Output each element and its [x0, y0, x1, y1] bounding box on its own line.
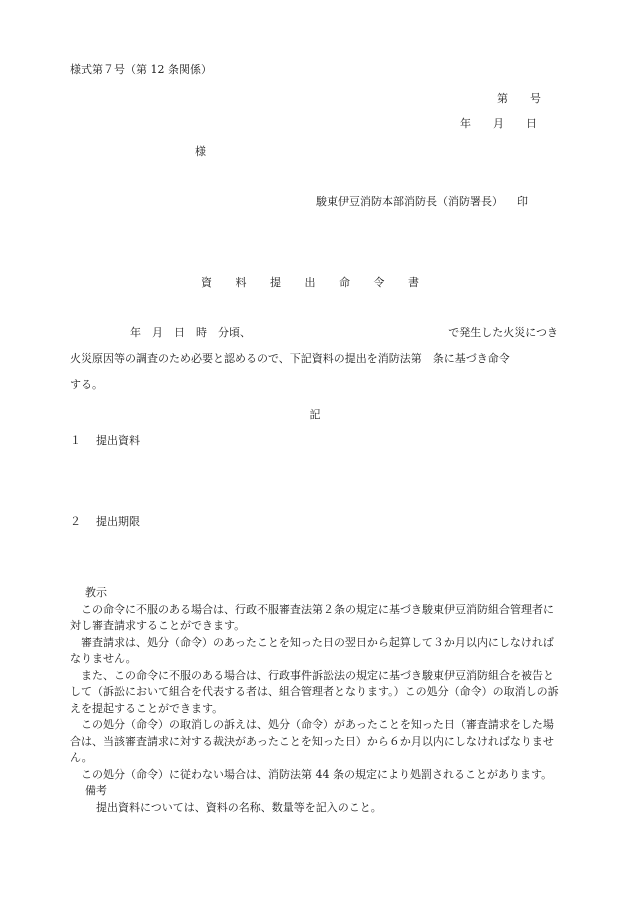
- item-label: 提出期限: [96, 515, 140, 528]
- seal-mark: 印: [517, 195, 528, 208]
- issuer-line: [316, 193, 528, 209]
- document-title: 資 料 提 出 命 令 書: [201, 276, 429, 289]
- instruction-heading: 教示: [85, 586, 107, 599]
- issuer-name: 駿東伊豆消防本部消防長（消防署長）: [316, 195, 503, 208]
- order-line-3: する。: [70, 378, 103, 391]
- form-label: 様式第７号（第 12 条関係）: [70, 63, 212, 76]
- ki-heading: 記: [309, 408, 321, 421]
- item-number: １: [70, 434, 81, 447]
- order-line-1: [70, 320, 558, 346]
- item-materials: [70, 432, 140, 448]
- instruction-paragraph: この処分（命令）に従わない場合は、消防法第 44 条の規定により処罰されることがあります。: [81, 767, 553, 781]
- item-number: ２: [70, 515, 81, 528]
- addressee: 様: [195, 145, 206, 158]
- order-line-2: 火災原因等の調査のため必要と認めるので、下記資料の提出を消防法第 条に基づき命令: [70, 352, 510, 365]
- document-number-line: 第 号: [497, 92, 541, 105]
- incident-datetime: 年 月 日 時 分頃、: [130, 326, 251, 339]
- instruction-section: [70, 585, 560, 816]
- instruction-paragraph: この命令に不服のある場合は、行政不服審査法第２条の規定に基づき駿東伊豆消防組合管理者に対し審査請求することができます。: [70, 602, 554, 632]
- remarks-text: 提出資料については、資料の名称、数量等を記入のこと。: [96, 800, 382, 814]
- item-deadline: [70, 513, 140, 529]
- incident-place-suffix: で発生した火災につき: [448, 326, 558, 339]
- instruction-paragraph: この処分（命令）の取消しの訴えは、処分（命令）があったことを知った日（審査請求をした場合は、当該審査請求に対する裁決があったことを知った日）から６か月以内にしなければなりません。: [70, 718, 554, 764]
- instruction-paragraph: 審査請求は、処分（命令）のあったことを知った日の翌日から起算して３か月以内にしなければなりません。: [70, 635, 554, 665]
- date-line: 年 月 日: [460, 117, 537, 130]
- instruction-paragraph: また、この命令に不服のある場合は、行政事件訴訟法の規定に基づき駿東伊豆消防組合を被告として（訴訟において組合を代表する者は、組合管理者となります。）この処分（命令）の取消しの訴えを提起することができます。: [70, 668, 559, 715]
- item-label: 提出資料: [96, 434, 140, 447]
- remarks-heading: 備考: [85, 784, 107, 797]
- order-body: [70, 320, 558, 398]
